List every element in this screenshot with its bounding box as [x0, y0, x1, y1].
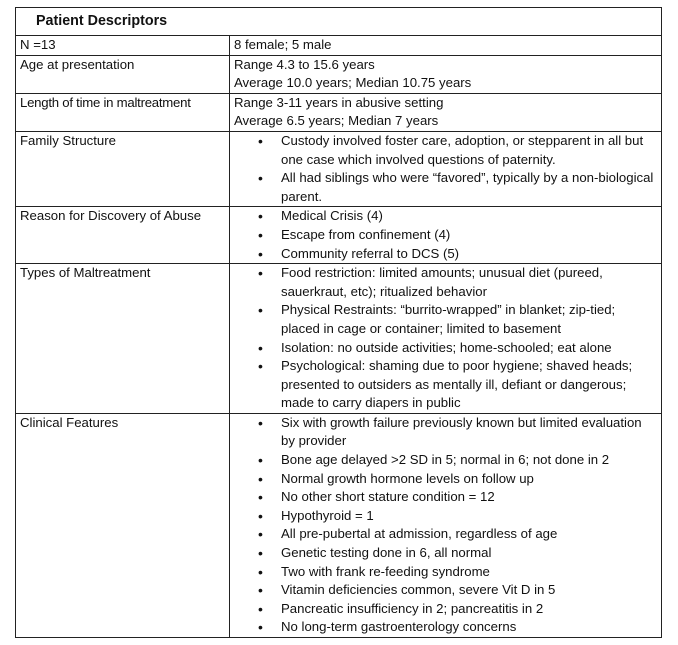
row-label: Reason for Discovery of Abuse	[16, 207, 230, 264]
list-item: • Bone age delayed >2 SD in 5; normal in 6; not done in 2	[234, 451, 657, 470]
list-item: • Isolation: no outside activities; home-schooled; eat alone	[234, 339, 657, 358]
row-label: Clinical Features	[16, 413, 230, 637]
table-row	[16, 207, 662, 264]
row-value	[230, 93, 662, 131]
list-item: • No long-term gastroenterology concerns	[234, 618, 657, 637]
list-item: • Two with frank re-feeding syndrome	[234, 563, 657, 582]
list-item: • Six with growth failure previously known but limited evaluation by provider	[234, 414, 657, 451]
row-value: 8 female; 5 male	[230, 36, 662, 56]
list-item: • Physical Restraints: “burrito-wrapped” in blanket; zip-tied; placed in cage or container; limited to basement	[234, 301, 657, 338]
value-line: Average 6.5 years; Median 7 years	[234, 113, 439, 129]
list-item: • Psychological: shaming due to poor hygiene; shaved heads; presented to outsiders as mentally ill, defiant or dangerous; made to carry diapers in public	[234, 357, 657, 413]
list-item: • Pancreatic insufficiency in 2; pancreatitis in 2	[234, 600, 657, 619]
list-item: • Hypothyroid = 1	[234, 507, 657, 526]
bullet-list	[234, 414, 657, 637]
list-item: • All pre-pubertal at admission, regardless of age	[234, 525, 657, 544]
bullet-list	[234, 264, 657, 413]
table-row	[16, 264, 662, 414]
bullet-list	[234, 132, 657, 206]
list-item: • Genetic testing done in 6, all normal	[234, 544, 657, 563]
table-row	[16, 413, 662, 637]
list-item: • Medical Crisis (4)	[234, 207, 657, 226]
list-item: • Escape from confinement (4)	[234, 226, 657, 245]
value-line: Range 4.3 to 15.6 years	[234, 56, 375, 72]
list-item: • Custody involved foster care, adoption, or stepparent in all but one case which involved questions of paternity.	[234, 132, 657, 169]
table-row	[16, 93, 662, 131]
list-item: • All had siblings who were “favored”, typically by a non-biological parent.	[234, 169, 657, 206]
list-item: • Community referral to DCS (5)	[234, 245, 657, 264]
list-item: • Food restriction: limited amounts; unusual diet (pureed, sauerkraut, etc); ritualized behavior	[234, 264, 657, 301]
row-value	[230, 413, 662, 637]
row-label: Age at presentation	[16, 55, 230, 93]
list-item: • Normal growth hormone levels on follow up	[234, 470, 657, 489]
patient-descriptors-table	[15, 7, 662, 638]
row-value	[230, 207, 662, 264]
row-label: N =13	[16, 36, 230, 56]
row-label: Types of Maltreatment	[16, 264, 230, 414]
row-value	[230, 131, 662, 206]
row-label: Family Structure	[16, 131, 230, 206]
list-item: • No other short stature condition = 12	[234, 488, 657, 507]
row-label: Length of time in maltreatment	[16, 93, 230, 131]
table-title-row	[16, 8, 662, 36]
value-line: Average 10.0 years; Median 10.75 years	[234, 75, 472, 91]
list-item: • Vitamin deficiencies common, severe Vit D in 5	[234, 581, 657, 600]
table-title: Patient Descriptors	[16, 8, 662, 36]
table-row	[16, 36, 662, 56]
table-row	[16, 55, 662, 93]
table-row	[16, 131, 662, 206]
bullet-list	[234, 207, 657, 263]
value-line: Range 3-11 years in abusive setting	[234, 94, 444, 110]
row-value	[230, 264, 662, 414]
row-value	[230, 55, 662, 93]
